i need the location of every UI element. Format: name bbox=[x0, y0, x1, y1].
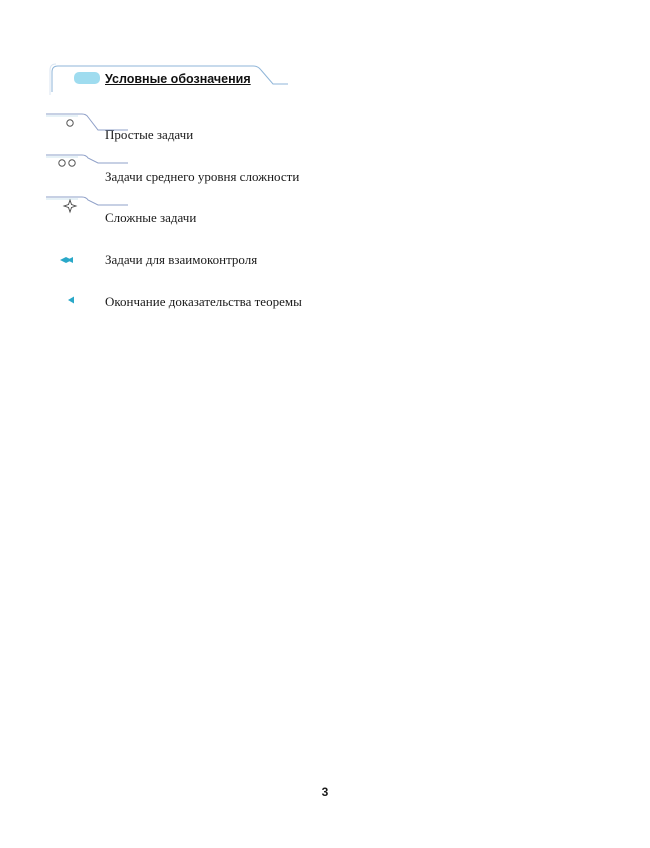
page-number: 3 bbox=[321, 785, 329, 799]
legend-item-medium bbox=[46, 153, 606, 193]
legend-item-proof-end bbox=[46, 290, 606, 330]
legend-item-simple bbox=[46, 112, 606, 152]
legend-label: Сложные задачи bbox=[105, 210, 197, 225]
legend-item-mutual-control bbox=[46, 248, 606, 288]
legend-label: Окончание доказательства теоремы bbox=[105, 294, 302, 309]
legend-label: Задачи для взаимоконтроля bbox=[105, 252, 258, 267]
legend-label: Задачи среднего уровня сложности bbox=[105, 169, 300, 184]
header-marker-icon bbox=[74, 72, 100, 84]
section-title: Условные обозначения bbox=[105, 72, 251, 86]
legend-item-hard bbox=[46, 195, 606, 235]
legend-label: Простые задачи bbox=[105, 127, 194, 142]
